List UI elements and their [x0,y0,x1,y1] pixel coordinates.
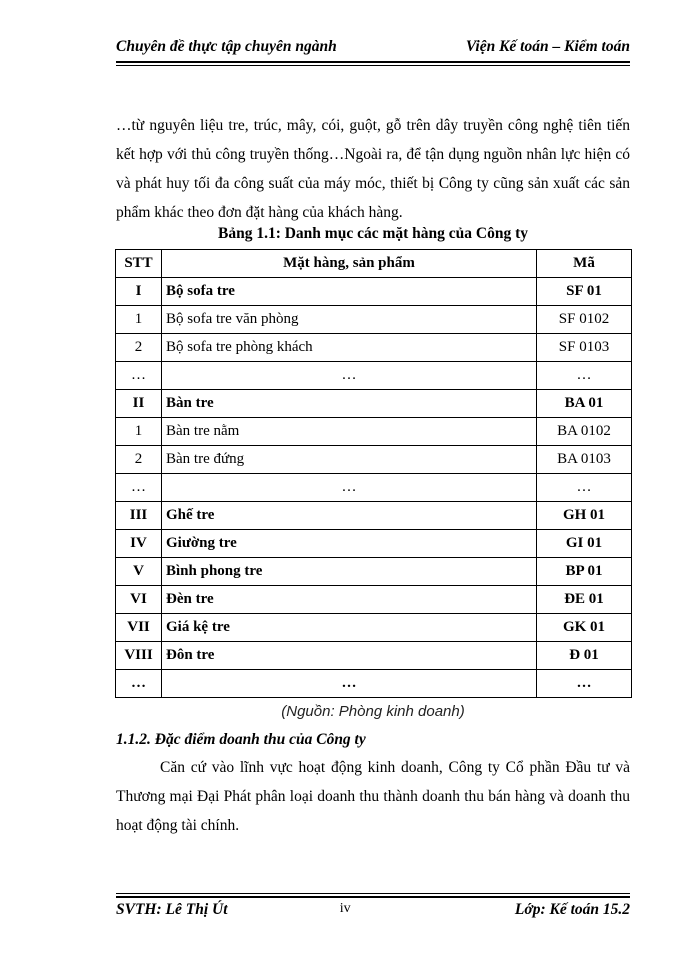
cell-stt: IV [116,530,162,558]
cell-product: Bình phong tre [162,558,537,586]
cell-product: … [162,362,537,390]
page-number: iv [339,901,351,916]
cell-stt: 2 [116,334,162,362]
column-header-product: Mặt hàng, sản phẩm [162,250,537,278]
table-row [116,418,632,446]
cell-product: Ghế tre [162,502,537,530]
table-row [116,306,632,334]
cell-code: … [537,670,632,698]
cell-product: Bàn tre [162,390,537,418]
table-row [116,614,632,642]
table-row [116,446,632,474]
cell-code: SF 0102 [537,306,632,334]
cell-stt: I [116,278,162,306]
header-left-title: Chuyên đề thực tập chuyên ngành [116,38,337,55]
cell-stt: … [116,474,162,502]
page-header [116,38,630,56]
cell-product: … [162,474,537,502]
page-footer [116,901,630,919]
table-row [116,586,632,614]
cell-product: Đèn tre [162,586,537,614]
table-row [116,502,632,530]
table-row [116,642,632,670]
cell-product: Bộ sofa tre văn phòng [162,306,537,334]
column-header-stt: STT [116,250,162,278]
table-row [116,334,632,362]
cell-code: GH 01 [537,502,632,530]
table-row [116,530,632,558]
cell-code: ĐE 01 [537,586,632,614]
section-heading: 1.1.2. Đặc điểm doanh thu của Công ty [116,731,366,748]
cell-code: BA 0102 [537,418,632,446]
cell-code: … [537,362,632,390]
cell-product: Giá kệ tre [162,614,537,642]
cell-stt: II [116,390,162,418]
cell-product: Giường tre [162,530,537,558]
cell-code: Đ 01 [537,642,632,670]
table-source-note: (Nguồn: Phòng kinh doanh) [281,703,465,720]
cell-product: Bộ sofa tre [162,278,537,306]
table-row [116,362,632,390]
cell-stt: V [116,558,162,586]
cell-stt: … [116,362,162,390]
cell-product: Bàn tre nằm [162,418,537,446]
cell-code: SF 0103 [537,334,632,362]
column-header-code: Mã [537,250,632,278]
footer-class: Lớp: Kế toán 15.2 [514,901,630,918]
table-header-row [116,250,632,278]
table-row [116,558,632,586]
cell-code: BP 01 [537,558,632,586]
intro-paragraph: …từ nguyên liệu tre, trúc, mây, cói, guột, gỗ trên dây truyền công nghệ tiên tiến kết hợp với thủ công truyền thống…Ngoài ra, để tận dụng nguồn nhân lực hiện có và phát huy tối đa công suất của máy móc, thiết bị Công ty cũng sản xuất các sản phẩm khác theo đơn đặt hàng của khách hàng. [116,117,630,221]
cell-stt: VI [116,586,162,614]
table-row [116,670,632,698]
cell-code: GI 01 [537,530,632,558]
cell-code: GK 01 [537,614,632,642]
cell-product: Đôn tre [162,642,537,670]
cell-code: BA 0103 [537,446,632,474]
cell-stt: 1 [116,306,162,334]
header-right-title: Viện Kế toán – Kiểm toán [465,38,630,55]
cell-stt: … [116,670,162,698]
table-row [116,278,632,306]
cell-stt: 2 [116,446,162,474]
cell-product: … [162,670,537,698]
cell-code: BA 01 [537,390,632,418]
cell-code: SF 01 [537,278,632,306]
cell-code: … [537,474,632,502]
table-row [116,474,632,502]
cell-product: Bộ sofa tre phòng khách [162,334,537,362]
cell-stt: VII [116,614,162,642]
cell-stt: VIII [116,642,162,670]
footer-student: SVTH: Lê Thị Út [116,901,228,918]
product-table [115,249,632,698]
footer-divider [116,893,630,898]
cell-stt: 1 [116,418,162,446]
cell-product: Bàn tre đứng [162,446,537,474]
header-divider [116,61,630,66]
cell-stt: III [116,502,162,530]
table-row [116,390,632,418]
table-caption: Bảng 1.1: Danh mục các mặt hàng của Công ty [217,225,528,242]
revenue-paragraph: Căn cứ vào lĩnh vực hoạt động kinh doanh, Công ty Cổ phần Đầu tư và Thương mại Đại Phát phân loại doanh thu thành doanh thu bán hàng và doanh thu hoạt động tài chính. [116,759,630,834]
